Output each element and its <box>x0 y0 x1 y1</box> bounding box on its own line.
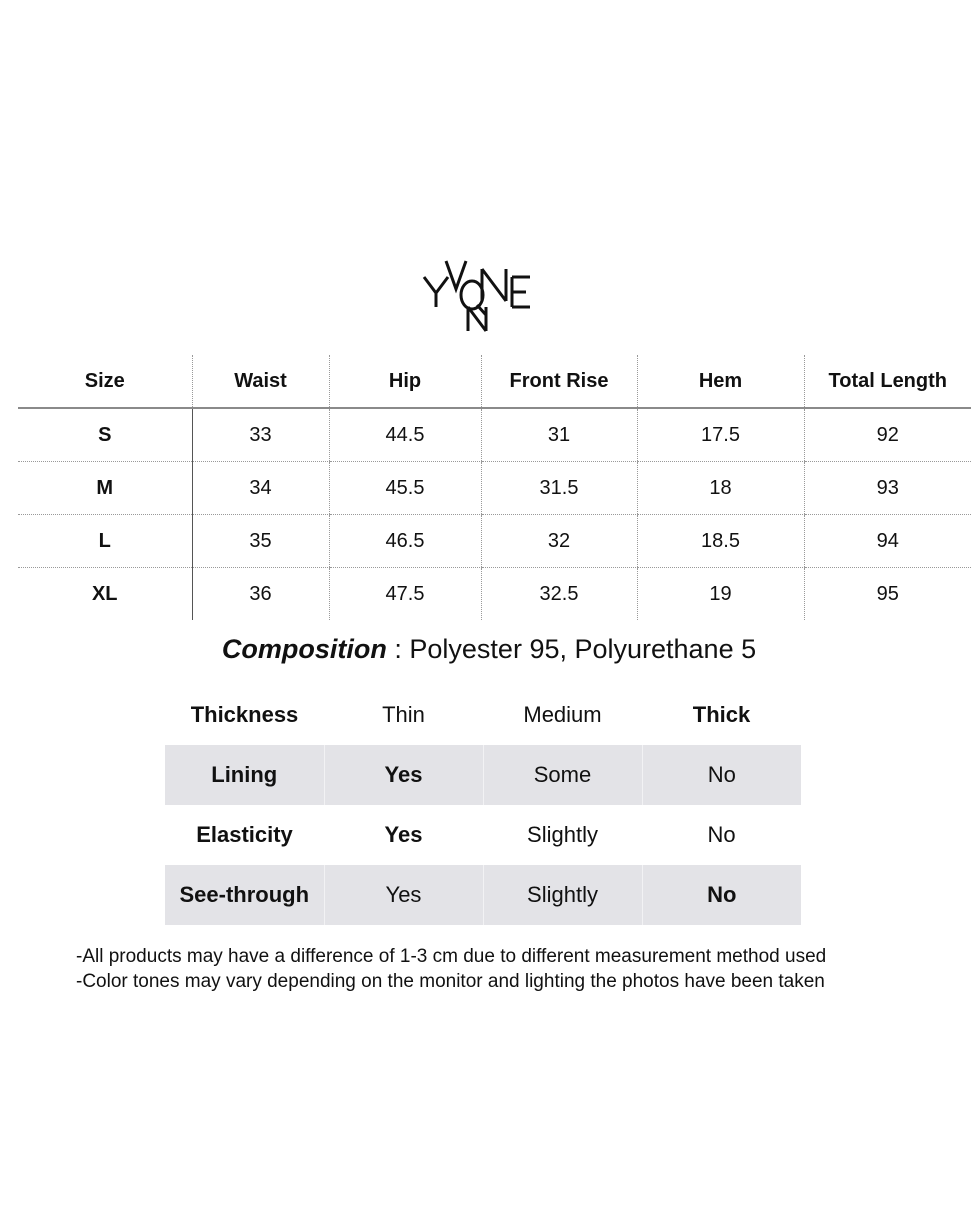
column-header-front-rise: Front Rise <box>481 355 637 408</box>
note-measurement: -All products may have a difference of 1-3 cm due to different measurement method used <box>76 946 827 967</box>
property-option: Yes <box>324 865 483 925</box>
note-color: -Color tones may vary depending on the monitor and lighting the photos have been taken <box>76 971 825 992</box>
table-row <box>18 462 971 515</box>
property-option: Some <box>483 745 642 805</box>
property-label: Thickness <box>190 702 299 727</box>
property-row-lining <box>165 745 801 805</box>
column-header-hip: Hip <box>329 355 481 408</box>
property-label: Lining <box>165 745 324 805</box>
table-row <box>18 568 971 621</box>
property-option: Yes <box>384 822 423 847</box>
property-label: Elasticity <box>196 822 293 847</box>
hem-value: 17.5 <box>637 408 804 462</box>
column-header-waist: Waist <box>192 355 329 408</box>
property-option: No <box>707 822 736 847</box>
column-header-size: Size <box>18 355 192 408</box>
size-label: M <box>18 462 192 515</box>
front-rise-value: 32.5 <box>481 568 637 621</box>
property-option: No <box>642 865 801 925</box>
column-header-total-length: Total Length <box>804 355 971 408</box>
brand-logo-mark <box>420 255 540 335</box>
property-option: Yes <box>324 745 483 805</box>
total-length-value: 93 <box>804 462 971 515</box>
property-label: See-through <box>165 865 324 925</box>
hip-value: 47.5 <box>329 568 481 621</box>
size-chart-table <box>18 355 971 620</box>
waist-value: 35 <box>192 515 329 568</box>
waist-value: 34 <box>192 462 329 515</box>
composition-value: Polyester 95, Polyurethane 5 <box>409 634 757 664</box>
size-label: XL <box>18 568 192 621</box>
property-row-elasticity <box>165 805 801 865</box>
waist-value: 36 <box>249 582 272 605</box>
total-length-value: 94 <box>804 515 971 568</box>
size-label: L <box>18 515 192 568</box>
table-row <box>18 408 971 462</box>
property-option: Medium <box>523 702 602 727</box>
size-label: S <box>18 408 192 462</box>
hem-value: 18 <box>637 462 804 515</box>
property-option: Thin <box>382 702 425 727</box>
front-rise-value: 31 <box>481 408 637 462</box>
hem-value: 19 <box>637 568 804 621</box>
size-chart-header-row <box>18 355 971 408</box>
column-header-hem: Hem <box>637 355 804 408</box>
fabric-properties-table <box>165 685 801 925</box>
waist-value: 33 <box>192 408 329 462</box>
front-rise-value: 32 <box>481 515 637 568</box>
property-option: Slightly <box>527 822 598 847</box>
table-row <box>18 515 971 568</box>
composition-line <box>0 634 978 665</box>
property-option: Slightly <box>483 865 642 925</box>
property-row-thickness <box>165 685 801 745</box>
hip-value: 44.5 <box>329 408 481 462</box>
property-option: Thick <box>692 702 751 727</box>
hem-value: 18.5 <box>637 515 804 568</box>
disclaimer-notes <box>76 944 826 994</box>
brand-logo <box>420 255 540 335</box>
composition-separator: : <box>386 634 410 664</box>
total-length-value: 95 <box>804 568 971 621</box>
total-length-value: 92 <box>804 408 971 462</box>
hip-value: 45.5 <box>329 462 481 515</box>
composition-label: Composition <box>221 634 387 664</box>
property-option: No <box>642 745 801 805</box>
property-row-see-through <box>165 865 801 925</box>
front-rise-value: 31.5 <box>481 462 637 515</box>
hip-value: 46.5 <box>329 515 481 568</box>
